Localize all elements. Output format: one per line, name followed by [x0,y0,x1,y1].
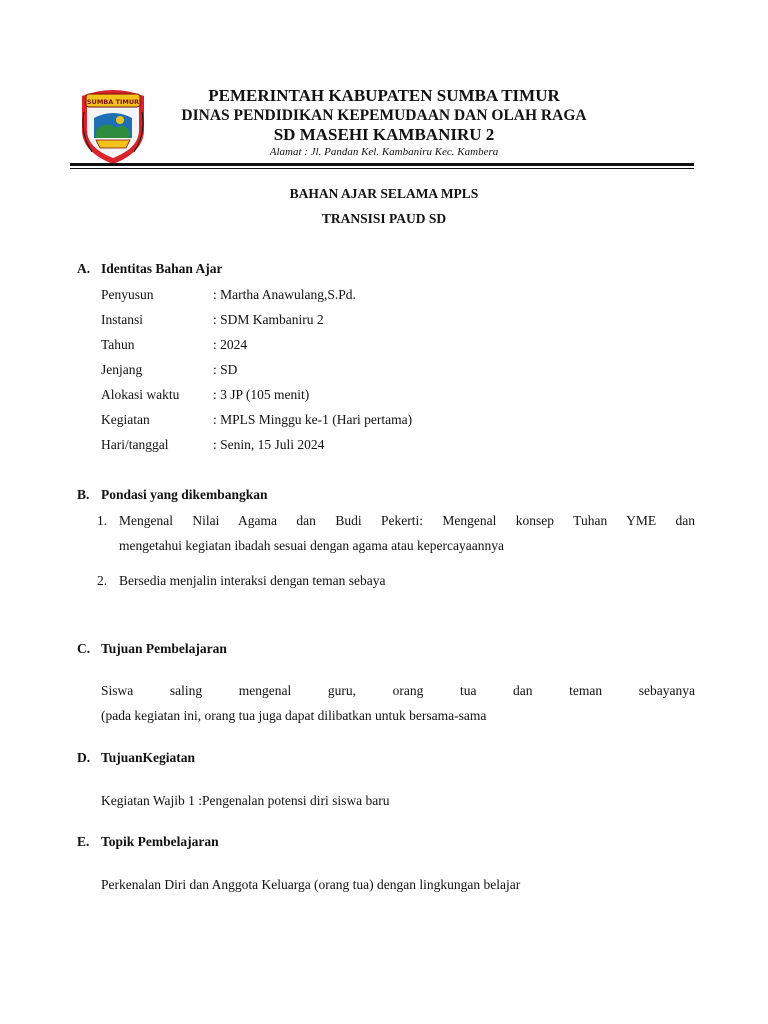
list-item-text: mengetahui kegiatan ibadah sesuai dengan agama atau kepercayaannya [119,538,504,553]
letterhead-department: DINAS PENDIDIKAN KEPEMUDAAN DAN OLAH RAGA [181,107,587,124]
sumba-timur-emblem-icon [74,86,152,166]
identity-row [101,412,412,428]
section-title: Topik Pembelajaran [101,834,219,849]
identity-value: : 3 JP (105 menit) [213,387,310,402]
section-letter: E. [77,834,90,849]
identity-label: Instansi [101,312,143,327]
letterhead-school: SD MASEHI KAMBANIRU 2 [273,125,495,144]
identity-label: Alokasi waktu [101,387,180,402]
document-subtitle: TRANSISI PAUD SD [321,211,447,226]
identity-row [101,312,324,328]
identity-value: : MPLS Minggu ke-1 (Hari pertama) [213,412,413,427]
letterhead-rule-thin [70,168,694,169]
letterhead-address: Alamat : Jl. Pandan Kel. Kambaniru Kec. Kambera [269,146,499,158]
list-item-number: 2. [97,573,108,588]
list-item-text: Mengenal Nilai Agama dan Budi Pekerti: Mengenal konsep Tuhan YME dan [119,513,695,528]
logo-top-text: SUMBA TIMUR [86,98,140,106]
identity-label: Kegiatan [101,412,150,427]
letterhead [160,86,608,159]
section-title: Pondasi yang dikembangkan [101,487,268,502]
section-e-heading [77,834,219,850]
section-c-text: Siswa saling mengenal guru, orang tua dan teman sebayanya [101,683,695,698]
letterhead-rule-thick [70,163,694,166]
identity-label: Jenjang [101,362,143,377]
section-d-text: Kegiatan Wajib 1 :Pengenalan potensi diri siswa baru [101,793,390,808]
section-a-heading [77,261,223,277]
identity-label: Penyusun [101,287,154,302]
identity-row [101,437,324,453]
section-letter: C. [77,641,91,656]
section-c-text: (pada kegiatan ini, orang tua juga dapat dilibatkan untuk bersama-sama [101,708,487,723]
identity-value: : Senin, 15 Juli 2024 [213,437,325,452]
section-e-text: Perkenalan Diri dan Anggota Keluarga (orang tua) dengan lingkungan belajar [101,877,521,892]
identity-row [101,387,309,403]
section-title: TujuanKegiatan [101,750,196,765]
identity-value: : Martha Anawulang,S.Pd. [213,287,356,302]
section-title: Tujuan Pembelajaran [101,641,227,656]
identity-label: Tahun [101,337,135,352]
section-b-heading [77,487,268,503]
list-item-number: 1. [97,513,108,528]
section-letter: D. [77,750,91,765]
list-item-text: Bersedia menjalin interaksi dengan teman sebaya [119,573,386,588]
section-c-heading [77,641,227,657]
identity-value: : 2024 [213,337,248,352]
document-title: BAHAN AJAR SELAMA MPLS [289,186,479,201]
identity-row [101,337,247,353]
identity-value: : SDM Kambaniru 2 [213,312,324,327]
section-letter: A. [77,261,91,276]
section-title: Identitas Bahan Ajar [101,261,223,276]
section-d-heading [77,750,195,766]
identity-row [101,362,237,378]
identity-row [101,287,356,303]
letterhead-government: PEMERINTAH KABUPATEN SUMBA TIMUR [208,86,560,105]
identity-label: Hari/tanggal [101,437,169,452]
identity-value: : SD [213,362,238,377]
section-letter: B. [77,487,90,502]
